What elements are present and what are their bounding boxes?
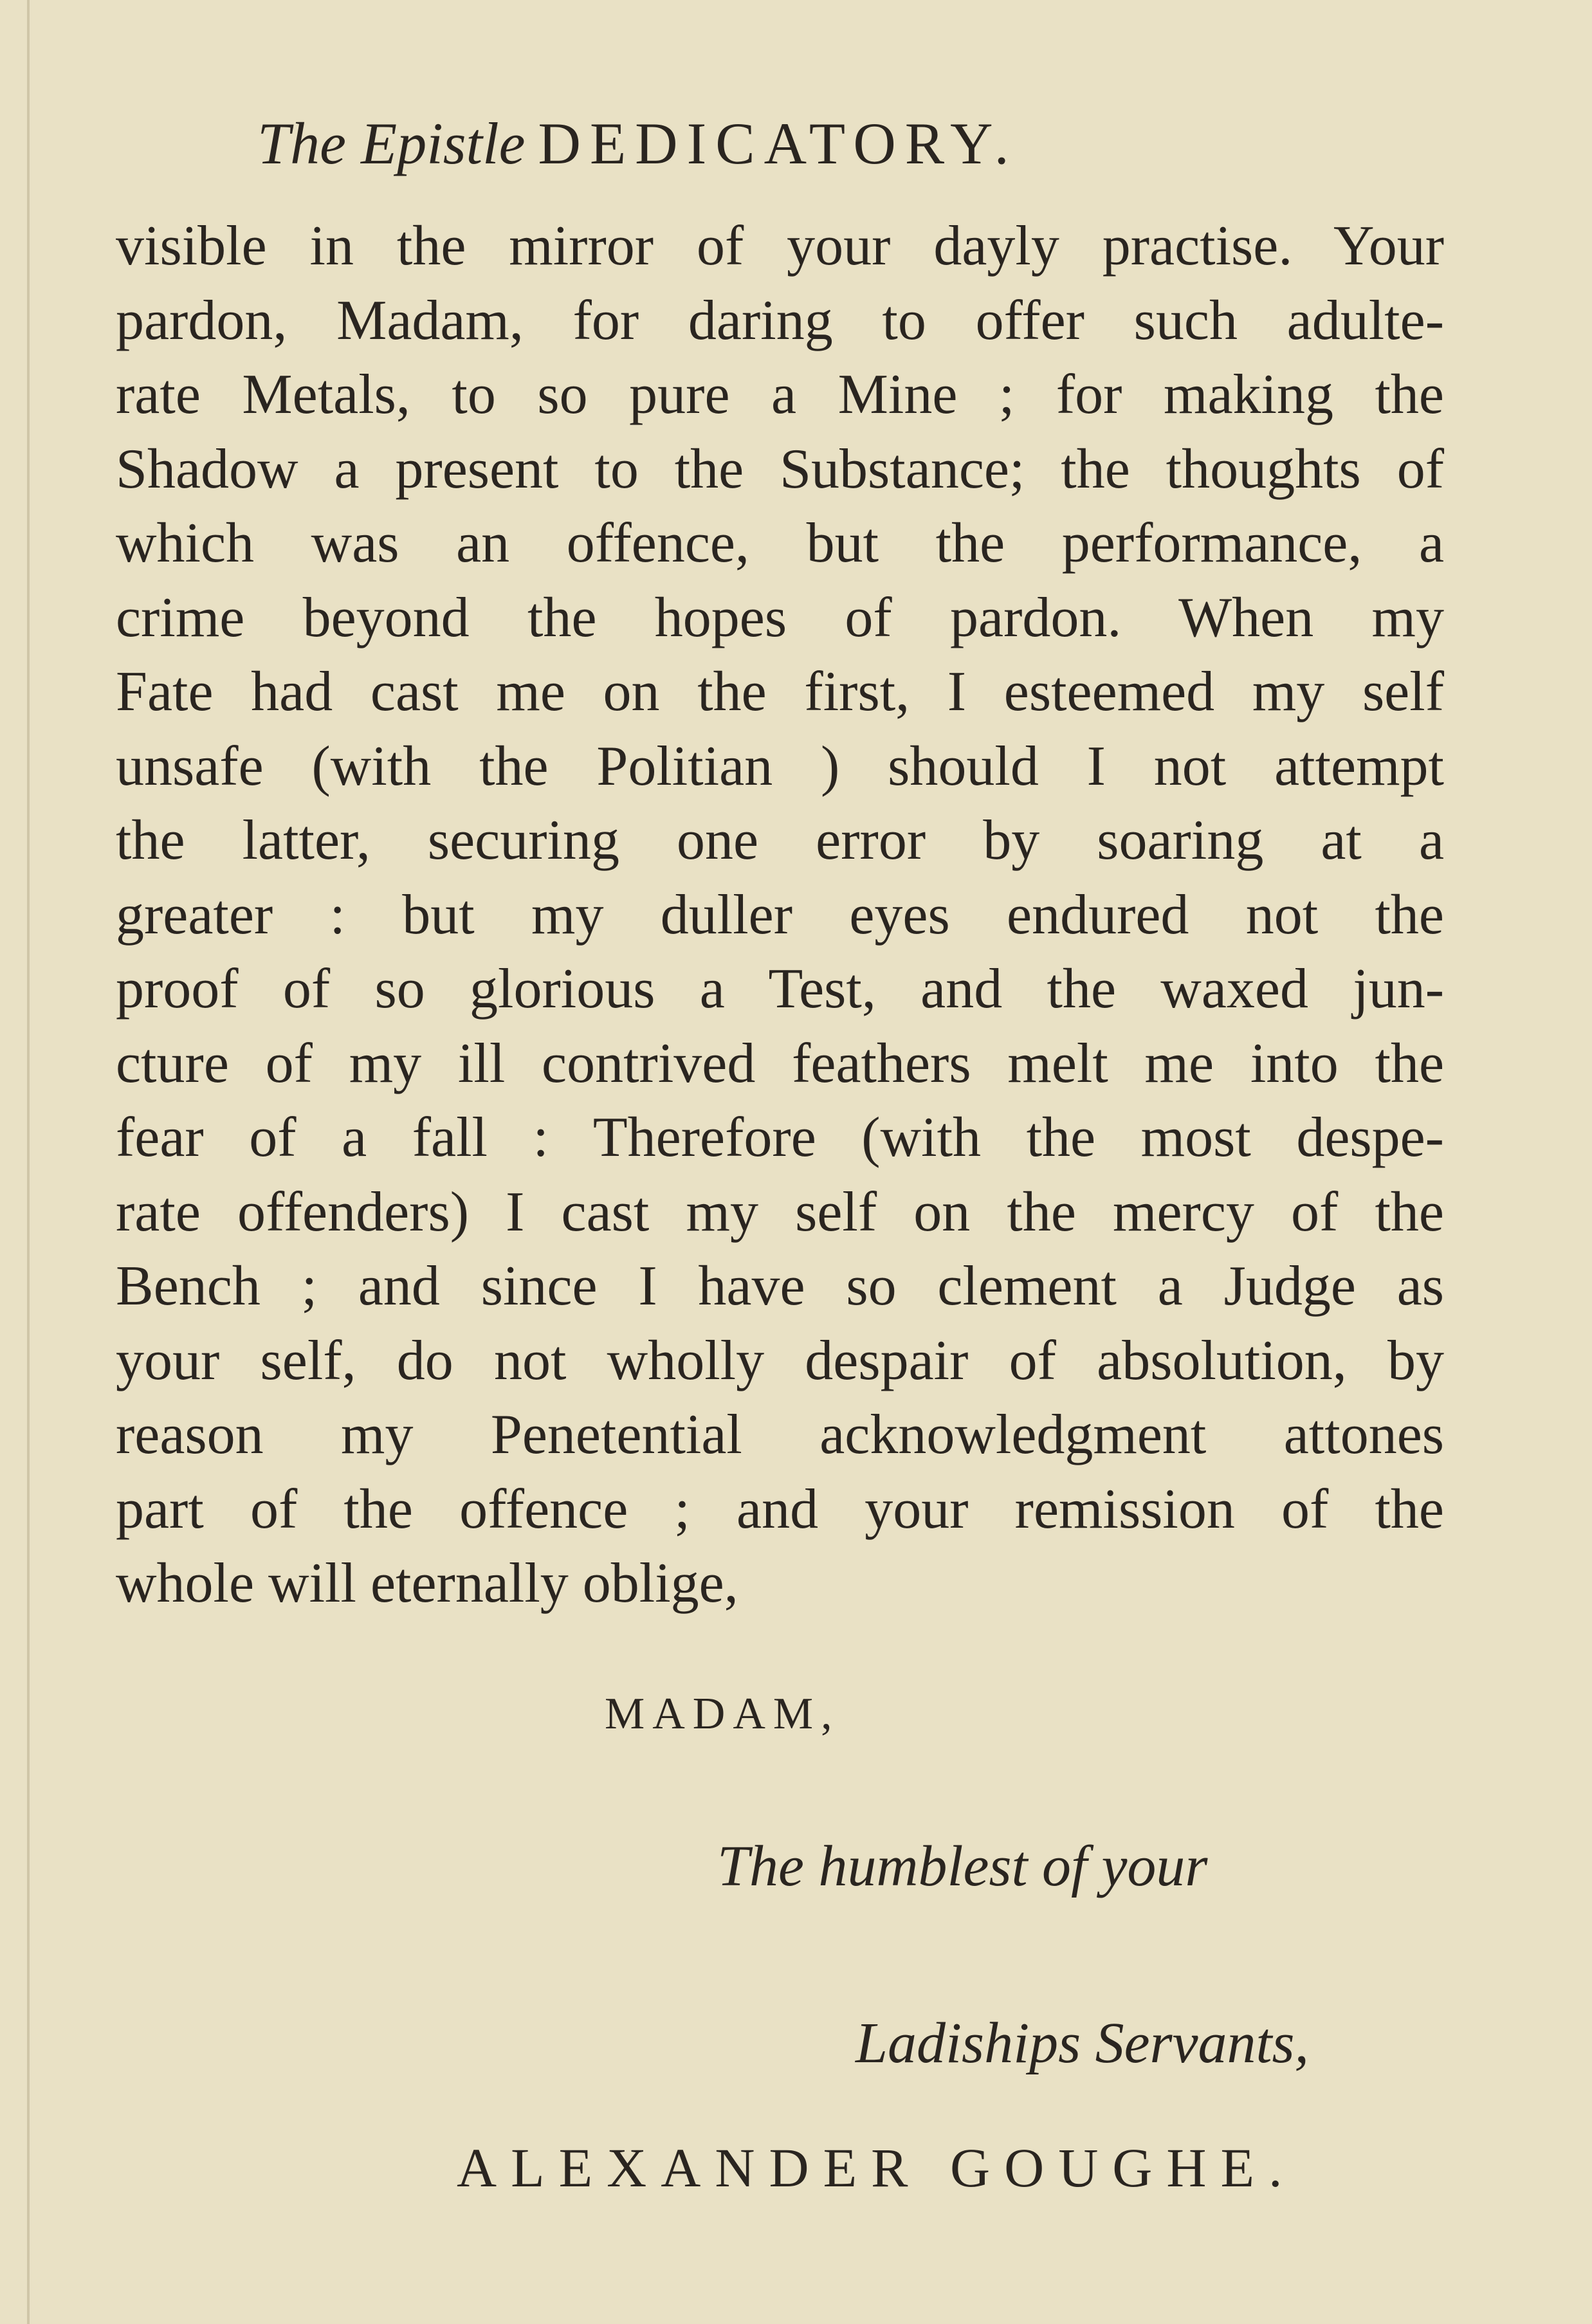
text-line: proof of so glorious a Test, and the waxed jun- bbox=[116, 958, 1444, 1020]
text-line: unsafe (with the Politian ) should I not attempt bbox=[116, 735, 1444, 798]
text-line: Shadow a present to the Substance; the thoughts of bbox=[116, 437, 1444, 500]
page-gutter-edge bbox=[27, 0, 30, 2324]
text-line: fear of a fall : Therefore (with the most despe- bbox=[116, 1106, 1444, 1169]
signature: ALEXANDER GOUGHE. bbox=[457, 2137, 1297, 2199]
text-line: rate offenders) I cast my self on the mercy of the bbox=[116, 1180, 1444, 1243]
text-line: your self, do not wholly despair of absolution, by bbox=[116, 1329, 1444, 1392]
text-line: Bench ; and since I have so clement a Judge as bbox=[116, 1255, 1444, 1317]
text-line: cture of my ill contrived feathers melt me into the bbox=[116, 1032, 1444, 1095]
text-line: part of the offence ; and your remission of the bbox=[116, 1478, 1444, 1541]
body-text bbox=[116, 209, 1444, 1621]
text-line: reason my Penetential acknowledgment attones bbox=[116, 1404, 1444, 1466]
text-line: pardon, Madam, for daring to offer such adulte- bbox=[116, 289, 1444, 352]
closing-humble: The humblest of your bbox=[717, 1834, 1208, 1898]
closing-servants: Ladiships Servants, bbox=[855, 2011, 1310, 2075]
header-caps: DEDICATORY. bbox=[538, 111, 1018, 176]
text-line: Fate had cast me on the first, I esteemed my self bbox=[116, 661, 1444, 723]
text-line: whole will eternally oblige, bbox=[116, 1552, 738, 1615]
text-line: visible in the mirror of your dayly practise. Your bbox=[116, 215, 1444, 277]
text-line: the latter, securing one error by soaring at a bbox=[116, 809, 1444, 872]
text-line: which was an offence, but the performance, a bbox=[116, 512, 1444, 574]
running-header bbox=[257, 109, 1274, 178]
text-line: crime beyond the hopes of pardon. When my bbox=[116, 586, 1444, 649]
header-italic: The Epistle bbox=[257, 111, 526, 176]
text-line: rate Metals, to so pure a Mine ; for making the bbox=[116, 363, 1444, 426]
text-line: greater : but my duller eyes endured not the bbox=[116, 883, 1444, 946]
salutation: MADAM, bbox=[605, 1689, 840, 1739]
